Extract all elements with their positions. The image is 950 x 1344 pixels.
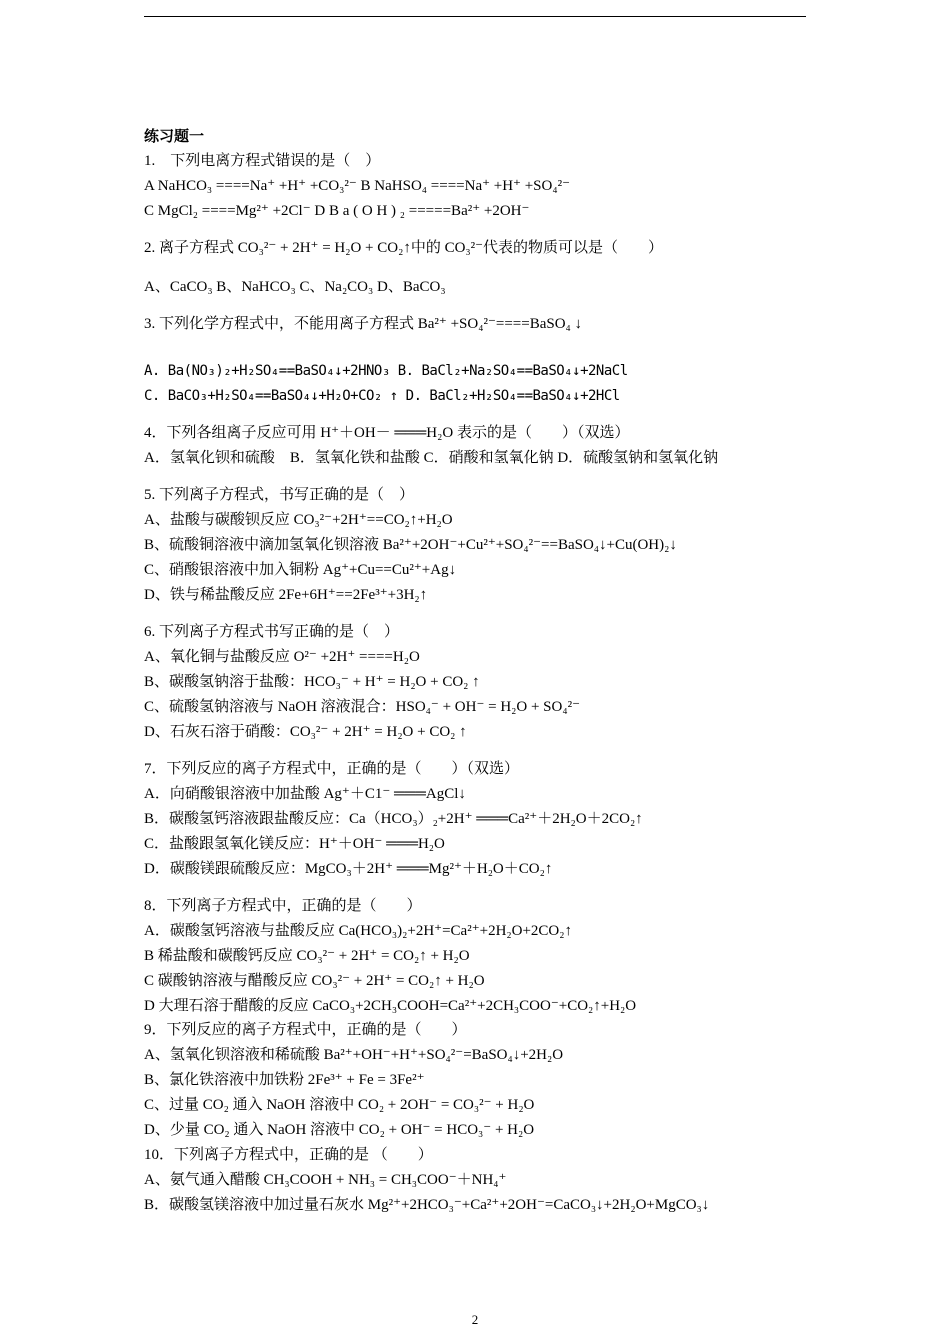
q7-option-b: B．碳酸氢钙溶液跟盐酸反应：Ca（HCO₃）₂+2H⁺ ═══Ca²⁺＋2H₂O＋2CO₂↑	[144, 811, 643, 827]
q9-option-b: B、氯化铁溶液中加铁粉 2Fe³⁺ + Fe = 3Fe²⁺	[144, 1072, 425, 1088]
question-10: 10．下列离子方程式中，正确的是 （ ）	[144, 1147, 433, 1163]
question-4: 4．下列各组离子反应可用 H⁺＋OH－ ═══H₂O 表示的是（ ）（双选）	[144, 425, 630, 441]
page-number: 2	[471, 1312, 479, 1327]
q10-option-a: A、氨气通入醋酸 CH₃COOH + NH₃ = CH₃COO⁻＋NH₄⁺	[144, 1172, 507, 1188]
q8-option-d: D 大理石溶于醋酸的反应 CaCO₃+2CH₃COOH=Ca²⁺+2CH₃COO⁻+CO₂↑+H₂O	[144, 998, 637, 1014]
q8-option-c: C 碳酸钠溶液与醋酸反应 CO₃²⁻ + 2H⁺ = CO₂↑ + H₂O	[144, 973, 485, 989]
q8-option-b: B 稀盐酸和碳酸钙反应 CO₃²⁻ + 2H⁺ = CO₂↑ + H₂O	[144, 948, 470, 964]
q7-option-c: C．盐酸跟氢氧化镁反应：H⁺＋OH⁻ ═══H₂O	[144, 836, 445, 852]
q5-option-d: D、铁与稀盐酸反应 2Fe+6H⁺==2Fe³⁺+3H₂↑	[144, 587, 428, 603]
q9-option-d: D、少量 CO₂ 通入 NaOH 溶液中 CO₂ + OH⁻ = HCO₃⁻ + H₂O	[144, 1122, 535, 1138]
q6-option-d: D、石灰石溶于硝酸：CO₃²⁻ + 2H⁺ = H₂O + CO₂ ↑	[144, 724, 467, 740]
header-rule	[144, 16, 806, 17]
question-8: 8．下列离子方程式中，正确的是（ ）	[144, 898, 422, 914]
q8-option-a: A．碳酸氢钙溶液与盐酸反应 Ca(HCO₃)₂+2H⁺=Ca²⁺+2H₂O+2CO₂↑	[144, 923, 572, 939]
q7-option-d: D．碳酸镁跟硫酸反应：MgCO₃＋2H⁺ ═══Mg²⁺＋H₂O＋CO₂↑	[144, 861, 553, 877]
q1-options-ab: A NaHCO₃ ====Na⁺ +H⁺ +CO₃²⁻ B NaHSO₄ ====Na⁺ +H⁺ +SO₄²⁻	[144, 178, 571, 194]
question-1: 1. 下列电离方程式错误的是（ ）	[144, 153, 381, 169]
q6-option-c: C、硫酸氢钠溶液与 NaOH 溶液混合：HSO₄⁻ + OH⁻ = H₂O + SO₄²⁻	[144, 699, 580, 715]
page-title: 练习题一	[144, 129, 205, 145]
question-2: 2. 离子方程式 CO₃²⁻ + 2H⁺ = H₂O + CO₂↑中的 CO₃²⁻代表的物质可以是（ ）	[144, 240, 664, 256]
q5-option-c: C、硝酸银溶液中加入铜粉 Ag⁺+Cu==Cu²⁺+Ag↓	[144, 562, 457, 578]
q5-option-b: B、硫酸铜溶液中滴加氢氧化钡溶液 Ba²⁺+2OH⁻+Cu²⁺+SO₄²⁻==BaSO₄↓+Cu(OH)₂↓	[144, 537, 677, 553]
q3-options-ab: A. Ba(NO₃)₂+H₂SO₄==BaSO₄↓+2HNO₃ B. BaCl₂+Na₂SO₄==BaSO₄↓+2NaCl	[144, 363, 628, 379]
q6-option-b: B、碳酸氢钠溶于盐酸：HCO₃⁻ + H⁺ = H₂O + CO₂ ↑	[144, 674, 480, 690]
q10-option-b: B．碳酸氢镁溶液中加过量石灰水 Mg²⁺+2HCO₃⁻+Ca²⁺+2OH⁻=CaCO₃↓+2H₂O+MgCO₃↓	[144, 1197, 710, 1213]
q9-option-a: A、氢氧化钡溶液和稀硫酸 Ba²⁺+OH⁻+H⁺+SO₄²⁻=BaSO₄↓+2H₂O	[144, 1047, 564, 1063]
q6-option-a: A、氧化铜与盐酸反应 O²⁻ +2H⁺ ====H₂O	[144, 649, 420, 665]
q7-option-a: A．向硝酸银溶液中加盐酸 Ag⁺＋C1⁻ ═══AgCl↓	[144, 786, 466, 802]
question-9: 9．下列反应的离子方程式中，正确的是（ ）	[144, 1022, 467, 1038]
question-7: 7．下列反应的离子方程式中，正确的是（ ）（双选）	[144, 761, 520, 777]
question-5: 5. 下列离子方程式，书写正确的是（ ）	[144, 487, 415, 503]
q2-options: A、CaCO₃ B、NaHCO₃ C、Na₂CO₃ D、BaCO₃	[144, 279, 446, 295]
q1-options-cd: C MgCl₂ ====Mg²⁺ +2Cl⁻ D B a ( O H ) ₂ =====Ba²⁺ +2OH⁻	[144, 203, 530, 219]
q5-option-a: A、盐酸与碳酸钡反应 CO₃²⁻+2H⁺==CO₂↑+H₂O	[144, 512, 453, 528]
q3-options-cd: C. BaCO₃+H₂SO₄==BaSO₄↓+H₂O+CO₂ ↑ D. BaCl₂+H₂SO₄==BaSO₄↓+2HCl	[144, 388, 620, 404]
question-3: 3. 下列化学方程式中，不能用离子方程式 Ba²⁺ +SO₄²⁻====BaSO₄ ↓	[144, 316, 583, 332]
question-6: 6. 下列离子方程式书写正确的是（ ）	[144, 624, 400, 640]
q9-option-c: C、过量 CO₂ 通入 NaOH 溶液中 CO₂ + 2OH⁻ = CO₃²⁻ + H₂O	[144, 1097, 535, 1113]
q4-options: A．氢氧化钡和硫酸 B．氢氧化铁和盐酸 C．硝酸和氢氧化钠 D．硫酸氢钠和氢氧化钠	[144, 450, 719, 466]
